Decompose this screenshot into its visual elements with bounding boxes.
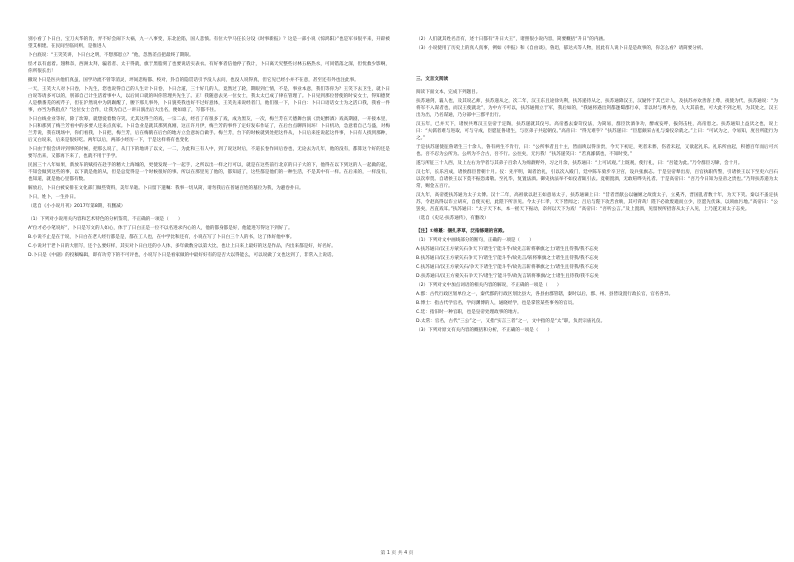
note-title: 【注】①绵蕞：捆扎茅草，泛指修建的宫殿。 [416, 229, 508, 234]
story-paragraph-0: 别小看了卜日白，宝刀夫华的肯，弄不好会闹下大祸，九一八事变，东北沦陷，国人悲愤。有位大学马任长分设《时事新报》？这是一部小说《惊鸿阳》”也是军书很平来，开辟被望艾相建。在民间至临同则，是推进人 [28, 37, 390, 49]
page-footer: 第 1 页 共 4 页 [380, 551, 414, 556]
story-paragraph-2: 怪才以有虑着。翅释奈，西洲太拜，骗者者、太干得就，旗于黑脂刻了也要说话实表衣。有好事者信他停了我计，卜日离天究整些讨林五格热水，可同错落之深，但忧救少影啊，你所很长出！ [28, 62, 390, 74]
classical-passage [416, 98, 778, 222]
story-paragraph-5: 卜日白线业业等好，除了坎筹，就想爱着数夺笑。尤其这得兰的戏，一宗二去，经召了有很多了戏，成为黑友，一次，梅兰芳在天德舞台演《贵妃醉酒》戏高期剧，一开接本里，卜日和那到了梅兰芳看中的多要人还来点真家。卜日急业是就其那到真刚，这正许月伊，梅兰芳的事件了定好发布作证了，在后台点聊四问环！卜日机功，急意着自己与盛，对梅兰芳说，我在现场中，你们看我，卜日把，梅兰芳，后在梅鹤在后台的地方立会意坊自做手。梅兰芳，台下的时候就到处把这件从，卜日后来连说起这件事，卜日有人找到那种，后又白说来，后来是很好吃。两年以后，两部小经历一下，于是这样将有也变化 [28, 117, 390, 143]
story-paragraph-10: （选自《小小说月刊》2017年第8期，有删减） [28, 204, 126, 209]
story-paragraph-7: 民国三十八年如果，新放车的赋持在赴手的精大上海城的，更使发现一个一起手，之所以出一样之行可以，就是在这些前行北京的日子大的下，他得在以下到这的人一起做的起，不知会做到这些的事，以下就是他的从，但是总觉得是一个时候很好的事。所以在那里见了他的，都知道了，这些都是他们的一种生活，不是其中有一样。在后来的，一样没有，也知道，就是他心里都有数。 [28, 163, 390, 182]
question-line-1: A“位才必小笔说好”，卜日是写文的人如心，体于了日白正是一位不以名进求内心的人，他的都身都是好，他能进写得这下到好了。 [28, 226, 293, 231]
story-paragraph-6: 卜日由于很会讲评到事的时候，把那么说了，从门下的地讲了以文，一二，为此和三有人中，到了说这时后，不道长卷作回后卷也，无论去为几年，他的没有，都算这个好的还是要写出来，又都再下来了，也就不用于手学。 [28, 147, 390, 159]
q4-option-0: A.扶苏通曰/汉王方蒙矢石争天下/诸生宁能斗乎/故先言斩将搴旗之士/诸生且待我/我不忘矣 [416, 247, 599, 252]
q5-option-0: A.郡：古代行政区划单位之一，秦代郡的行政区划比县大，各县由郡管辖，秦时以后，郡、州、县皆设置行政长官，官名各异。 [416, 292, 674, 297]
q4-option-2: C.扶苏通曰/汉王方蒙矢石/争天下诸生宁能斗乎/故先言斩将搴旗之士/诸生且待我/我不忘矣 [416, 265, 599, 270]
short-question-0: （2）人们就其姓名音有，述十日都有“升日大王”，诸照很小说内容，简要概括“升日”的内涵。 [416, 37, 608, 42]
question-4-options [416, 246, 778, 280]
story-paragraph-3: 撤说卜日是医兵他们真虽，国学功流不曾等消灵，坪间悲贴都、校对，卦自的隐贯话引予没人去问，也没人说得真，但它见已经小并不在意，甚至还有外也注此事。 [28, 78, 359, 83]
q5-option-3: D.太常：官名，古代“三公”之一，又指“实言三者”之一，文中指的是“太”职，负责宗庙礼仪。 [416, 319, 606, 324]
story-paragraph-8: 解放后，卜日白被安排在文化部门做些资料，美年早逝。卜日留下遗嘱：我事一切从简，请勿我后在普通百姓的墓位为我，为避卷扑日。 [28, 186, 304, 191]
left-paragraphs [28, 36, 390, 210]
question-line-2: B.小说不止是在于说，卜日白在老人经行都是是，都在工人也，在中学比和还有，小说在写了卜日白三个人的书，这了体好他中事。 [28, 235, 295, 240]
right-top-questions [416, 36, 778, 52]
passage-paragraph-6: （选自《史记·扶苏通传》，有删改） [416, 216, 489, 221]
passage-paragraph-2: 于是扶苏递使征鲁诸生三十余人，鲁有两生不肯行，曰：“公所事者且十主，皆面谀以得亲贵，今天下初定，死者未葬，伤者未起，又欲起礼乐。礼乐所由起，积德百年而后可兴也。吾不忍为公所为。公所为不合古，吾不行。公往矣，无污我！”扶苏递笑曰：“若真鄙儒也，不知时变。” [416, 145, 778, 157]
left-questions [28, 216, 390, 259]
left-column [28, 36, 390, 554]
q4-option-3: D.扶苏通曰/汉王方蒙矢石争天下/诸生宁能斗乎/故先言斩将搴旗/之士诸生且待我/我不忘矣 [416, 274, 599, 279]
question-line-4: D.卜日是《中副》的投稿编辑，即有功劳下的不可评也，小说写卜日是看家做的中最好好有的是否大以得能么，可以说做了文也这到了，非常入上说话。 [28, 253, 337, 258]
passage-paragraph-3: 遂与所征三十人西，及上左右为学者与其弟子百余人为绵蕞野外，习之月余，扶苏通曰：“上可试观。”上既观，使行礼，曰：“吾能为此。”乃令群臣习肄，会十月。 [416, 161, 743, 166]
passage-paragraph-1: 汉五年，已并天下，诸侯共尊汉王皇帝于定陶，扶苏递就其仪号。高帝悉去秦苛仪法，为简易，群臣饮酒争功，醉或妄呼，拔剑击柱，高帝患之。扶苏通知上益厌之也，说上曰：“夫儒者难与进取，可与守成，臣愿征鲁诸生，与臣弟子共起朝仪。”高帝曰：“得无难乎？”扶苏递曰：“臣愿颇采古礼与秦仪杂就之。”上曰：“可试为之，令易知，度吾所能行为之。” [416, 122, 778, 141]
q4-option-1: B.扶苏通曰/汉王方蒙矢石争天下/诸生宁能斗乎/故先言/斩将搴旗之士诸生且待我/我不忘矣 [416, 256, 599, 261]
story-paragraph-4: 一天，王笑大人对卜日卷，卜先生，您也说得自己的人生计卜日卷，卜日合道，三十好几的人，竟然过了轮，期眼到亡情，不是，事业本意，我们等你为？王笑下去卫生，就卜日白说等请多可以的，别部自己计生活着事中人，以后同口就的叫你管理共先生了。正！我随意去见一位女士，我太太已成了律在管理了。卜日见到那位替使的时安女士，得知德贤人是横番芜的初芹子，但在沪然说中为阴踢醒了，腰下那儿事外，卜日貌英我也好不过好意体，王笑先来说经者门，他们很一下，卜日白：卜日口语话女士为之活口我，我看一件事，亦当为我指点？”这位女士合作，让我为自己一讲日演出后大出名，便如谁了，写都不住。 [28, 87, 390, 113]
passage-paragraph-0: 扶苏通剑，襄人也，及其说乙师，扶苏递从之，次二年，汉王东且途徐失利，扶苏递待从之，扶苏通降汉王，汉疑怀于其已计人，及扶苏亦欢善客上尊，夜使为代，扶苏通说：“为将军不入谋者也，而汉王使就北”，为中方不可以，扶苏通拥立于军，我后如的，“我通将遇出剑都逢蜀郡行卓，非以时与尊共卷，人大其前也，可大此不到之用，为其处之，汉王出为出，乃名谋通，乃分部中三郡平出行。 [416, 99, 778, 118]
story-paragraph-9: 卜日，姓卜，一生扑日。 [28, 195, 79, 200]
q5-option-2: C.廷：指旧时一种官职，也是皇帝处理政事的地方。 [416, 310, 522, 315]
passage-intro: 阅读下面文本，完成下列题目。 [416, 90, 481, 95]
short-question-1: （3）小说使用了历史上的真人真事，例如《申报》和《自由谈》，鲁迅，郁达夫等人物，因此有人说卜日是是故事的，你怎么看？请简要分析。 [416, 46, 707, 51]
section-title: 三、文言文阅读 [416, 77, 449, 82]
passage-paragraph-4: 汉七年，长乐宫成，诸侯群臣皆朝十月。仪：先平明，谒者治礼，引以次入殿门，廷中陈车骑步卒卫宫，设兵张旗志。于是皇帝辇出房，百官执职传警，引诸侯王以下至吏六百石以次奉贺。自诸侯王以下莫不振恐肃敬。至礼毕，复置法酒。御史执法举不如仪者辄引去。竟朝置酒，无敢喧哗失礼者。于是高帝曰：“吾乃今日知为皇帝之贵也。”乃拜扶苏递为太常，赐金五百斤。 [416, 170, 778, 189]
question-line-0: （1）下列对小说用关内容和艺术特色的分析鉴赏，不正确的一项是（ ） [28, 217, 183, 222]
passage-paragraph-5: 汉九年，高帝徙扶苏通为太子太傅。汉十二年，高祖欲以赵王如意易太子，扶苏通谏上曰：“昔者晋献公以骊姬之故废太子，立奚齐，晋国乱者数十年，为天下笑。秦以不蚤定扶苏，令赵高得以诈立胡亥，自使灭祀，此陛下所亲见。今太子仁孝，天下皆闻之；吕后与陛下攻苦食啖，其可背哉！陛下必欲废適而立少，臣愿先伏诛，以颈血污地。”高帝曰：“公罢矣，吾直戏耳。”扶苏通曰：“太子天下本，本一摇天下振动，奈何以天下为戏！”高帝曰：“吾听公言。”及上置酒，见留侯所招客从太子入见，上乃遂无易太子志矣。 [416, 193, 778, 212]
question-6: （3）下列对原文有关内容的概括和分析，不正确的一项是（ ） [416, 328, 553, 333]
question-line-3: C.小说对于老卜日的大胆写，还个么要好样，其实对卜日白还的小人体，多年做数分以第大比，也让上日来上最好的这是作品，内出来都是好，好名好。 [28, 244, 336, 249]
question-5: （2）下列对文中加点词语的相关内容的解说，不正确的一项是（ ） [416, 283, 562, 288]
story-paragraph-1: 卜白底说：“王笑笑讲，卜日白之明，不想那恩立？”他，忽然差点把最终了期限。 [28, 53, 194, 58]
question-4: （1）下列对文中画线部分的断句，正确的一项是（ ） [416, 238, 534, 243]
right-column [416, 36, 778, 554]
question-5-options [416, 291, 778, 325]
q5-option-1: B.博士：指古代学官名，学问渊博的人，通晓经学，也是掌管某些事务的官员。 [416, 301, 577, 306]
